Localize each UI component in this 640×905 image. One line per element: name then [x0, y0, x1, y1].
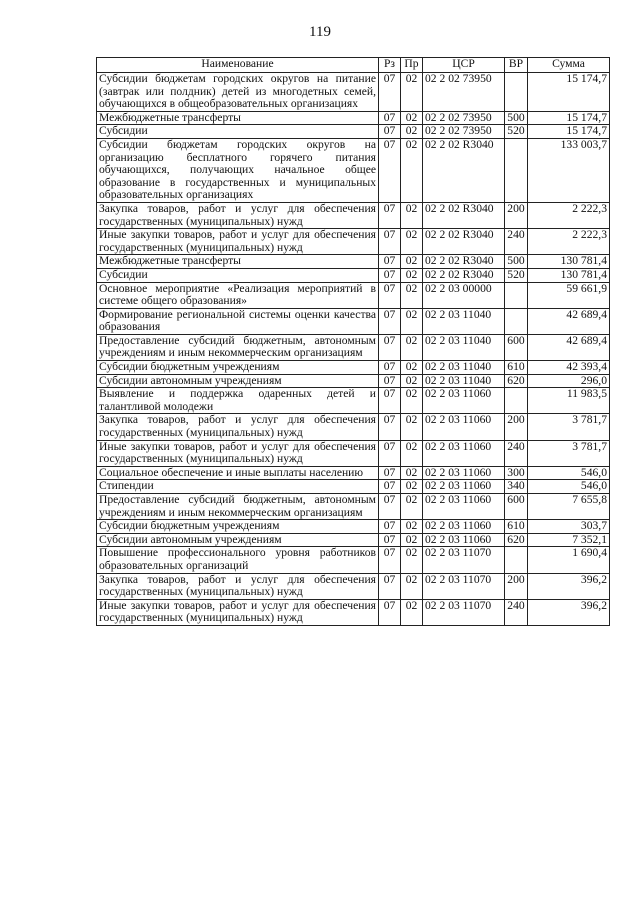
- cell-csr: 02 2 02 R3040: [423, 229, 505, 255]
- table-row: [97, 573, 610, 599]
- table-row: [97, 533, 610, 547]
- cell-rz: 07: [379, 374, 401, 388]
- cell-rz: 07: [379, 229, 401, 255]
- cell-vr: 340: [505, 480, 528, 494]
- cell-rz: 07: [379, 494, 401, 520]
- cell-sum: 130 781,4: [528, 255, 610, 269]
- cell-name: Социальное обеспечение и иные выплаты населению: [97, 466, 379, 480]
- cell-name: Иные закупки товаров, работ и услуг для обеспечения государственных (муниципальных) нужд: [97, 229, 379, 255]
- cell-name: Субсидии бюджетам городских округов на организацию бесплатного горячего питания обучающихся, получающих начальное общее образование в государственных и муниципальных образовательных организациях: [97, 138, 379, 202]
- cell-vr: [505, 308, 528, 334]
- cell-vr: 200: [505, 573, 528, 599]
- cell-csr: 02 2 02 73950: [423, 111, 505, 125]
- cell-csr: 02 2 03 11070: [423, 547, 505, 573]
- table-row: [97, 520, 610, 534]
- cell-csr: 02 2 03 00000: [423, 282, 505, 308]
- cell-vr: 620: [505, 533, 528, 547]
- cell-name: Субсидии бюджетным учреждениям: [97, 520, 379, 534]
- cell-csr: 02 2 02 R3040: [423, 255, 505, 269]
- cell-vr: [505, 138, 528, 202]
- cell-pr: 02: [401, 73, 423, 112]
- cell-pr: 02: [401, 388, 423, 414]
- cell-sum: 396,2: [528, 573, 610, 599]
- cell-rz: 07: [379, 520, 401, 534]
- cell-pr: 02: [401, 255, 423, 269]
- cell-csr: 02 2 03 11070: [423, 599, 505, 625]
- cell-vr: 200: [505, 202, 528, 228]
- cell-rz: 07: [379, 547, 401, 573]
- cell-rz: 07: [379, 268, 401, 282]
- cell-rz: 07: [379, 480, 401, 494]
- cell-name: Предоставление субсидий бюджетным, автономным учреждениям и иным некоммерческим организациям: [97, 334, 379, 360]
- cell-vr: 620: [505, 374, 528, 388]
- cell-pr: 02: [401, 202, 423, 228]
- table-row: [97, 414, 610, 440]
- cell-pr: 02: [401, 229, 423, 255]
- cell-sum: 2 222,3: [528, 202, 610, 228]
- header-rz: Рз: [379, 58, 401, 73]
- cell-rz: 07: [379, 533, 401, 547]
- cell-rz: 07: [379, 388, 401, 414]
- cell-rz: 07: [379, 255, 401, 269]
- cell-pr: 02: [401, 308, 423, 334]
- cell-rz: 07: [379, 466, 401, 480]
- cell-rz: 07: [379, 308, 401, 334]
- cell-pr: 02: [401, 573, 423, 599]
- cell-rz: 07: [379, 599, 401, 625]
- cell-pr: 02: [401, 547, 423, 573]
- cell-csr: 02 2 03 11060: [423, 480, 505, 494]
- cell-rz: 07: [379, 111, 401, 125]
- cell-vr: 610: [505, 520, 528, 534]
- table-row: [97, 308, 610, 334]
- cell-sum: 2 222,3: [528, 229, 610, 255]
- table-body: [97, 73, 610, 626]
- cell-sum: 7 655,8: [528, 494, 610, 520]
- cell-sum: 396,2: [528, 599, 610, 625]
- cell-sum: 3 781,7: [528, 440, 610, 466]
- cell-vr: [505, 547, 528, 573]
- cell-vr: [505, 282, 528, 308]
- cell-rz: 07: [379, 573, 401, 599]
- cell-rz: 07: [379, 202, 401, 228]
- header-name: Наименование: [97, 58, 379, 73]
- cell-name: Субсидии бюджетным учреждениям: [97, 361, 379, 375]
- table-row: [97, 268, 610, 282]
- cell-csr: 02 2 02 73950: [423, 73, 505, 112]
- cell-csr: 02 2 02 R3040: [423, 268, 505, 282]
- table-row: [97, 334, 610, 360]
- table-row: [97, 480, 610, 494]
- table-row: [97, 599, 610, 625]
- cell-name: Межбюджетные трансферты: [97, 255, 379, 269]
- cell-name: Закупка товаров, работ и услуг для обеспечения государственных (муниципальных) нужд: [97, 202, 379, 228]
- cell-csr: 02 2 03 11060: [423, 494, 505, 520]
- cell-vr: 200: [505, 414, 528, 440]
- cell-rz: 07: [379, 414, 401, 440]
- cell-csr: 02 2 03 11040: [423, 374, 505, 388]
- header-sum: Сумма: [528, 58, 610, 73]
- cell-sum: 546,0: [528, 466, 610, 480]
- cell-pr: 02: [401, 361, 423, 375]
- cell-rz: 07: [379, 282, 401, 308]
- cell-sum: 133 003,7: [528, 138, 610, 202]
- cell-rz: 07: [379, 73, 401, 112]
- cell-name: Выявление и поддержка одаренных детей и талантливой молодежи: [97, 388, 379, 414]
- table-row: [97, 466, 610, 480]
- cell-pr: 02: [401, 466, 423, 480]
- cell-csr: 02 2 03 11060: [423, 520, 505, 534]
- cell-pr: 02: [401, 480, 423, 494]
- cell-pr: 02: [401, 440, 423, 466]
- table-row: [97, 229, 610, 255]
- cell-rz: 07: [379, 334, 401, 360]
- cell-csr: 02 2 03 11060: [423, 466, 505, 480]
- cell-sum: 42 689,4: [528, 334, 610, 360]
- cell-name: Иные закупки товаров, работ и услуг для обеспечения государственных (муниципальных) нужд: [97, 599, 379, 625]
- cell-csr: 02 2 03 11040: [423, 361, 505, 375]
- cell-rz: 07: [379, 125, 401, 139]
- cell-name: Субсидии: [97, 125, 379, 139]
- cell-pr: 02: [401, 494, 423, 520]
- table-row: [97, 388, 610, 414]
- cell-pr: 02: [401, 282, 423, 308]
- cell-rz: 07: [379, 440, 401, 466]
- table-header-row: [97, 58, 610, 73]
- cell-csr: 02 2 02 73950: [423, 125, 505, 139]
- cell-csr: 02 2 03 11040: [423, 334, 505, 360]
- cell-pr: 02: [401, 533, 423, 547]
- cell-csr: 02 2 02 R3040: [423, 202, 505, 228]
- cell-pr: 02: [401, 334, 423, 360]
- table-row: [97, 255, 610, 269]
- table-row: [97, 282, 610, 308]
- cell-rz: 07: [379, 361, 401, 375]
- cell-pr: 02: [401, 125, 423, 139]
- cell-name: Формирование региональной системы оценки качества образования: [97, 308, 379, 334]
- header-vr: ВР: [505, 58, 528, 73]
- cell-pr: 02: [401, 520, 423, 534]
- cell-name: Межбюджетные трансферты: [97, 111, 379, 125]
- cell-sum: 15 174,7: [528, 73, 610, 112]
- cell-sum: 130 781,4: [528, 268, 610, 282]
- cell-pr: 02: [401, 599, 423, 625]
- cell-sum: 11 983,5: [528, 388, 610, 414]
- cell-vr: 600: [505, 494, 528, 520]
- table-row: [97, 494, 610, 520]
- table-row: [97, 440, 610, 466]
- table-row: [97, 138, 610, 202]
- cell-vr: 500: [505, 111, 528, 125]
- cell-sum: 3 781,7: [528, 414, 610, 440]
- cell-sum: 7 352,1: [528, 533, 610, 547]
- cell-sum: 1 690,4: [528, 547, 610, 573]
- cell-csr: 02 2 02 R3040: [423, 138, 505, 202]
- page-number: 119: [309, 24, 331, 40]
- cell-csr: 02 2 03 11060: [423, 388, 505, 414]
- cell-pr: 02: [401, 268, 423, 282]
- table-row: [97, 374, 610, 388]
- cell-csr: 02 2 03 11060: [423, 414, 505, 440]
- table-row: [97, 361, 610, 375]
- cell-sum: 59 661,9: [528, 282, 610, 308]
- cell-name: Предоставление субсидий бюджетным, автономным учреждениям и иным некоммерческим организациям: [97, 494, 379, 520]
- cell-name: Субсидии: [97, 268, 379, 282]
- cell-name: Субсидии автономным учреждениям: [97, 374, 379, 388]
- header-pr: Пр: [401, 58, 423, 73]
- table-row: [97, 73, 610, 112]
- cell-sum: 296,0: [528, 374, 610, 388]
- table-row: [97, 202, 610, 228]
- cell-sum: 546,0: [528, 480, 610, 494]
- cell-sum: 42 393,4: [528, 361, 610, 375]
- table-row: [97, 125, 610, 139]
- cell-name: Иные закупки товаров, работ и услуг для обеспечения государственных (муниципальных) нужд: [97, 440, 379, 466]
- cell-name: Стипендии: [97, 480, 379, 494]
- budget-table: [96, 57, 610, 626]
- cell-vr: [505, 388, 528, 414]
- cell-name: Субсидии автономным учреждениям: [97, 533, 379, 547]
- cell-vr: 600: [505, 334, 528, 360]
- cell-csr: 02 2 03 11060: [423, 533, 505, 547]
- cell-vr: 240: [505, 440, 528, 466]
- cell-pr: 02: [401, 111, 423, 125]
- cell-rz: 07: [379, 138, 401, 202]
- table-row: [97, 547, 610, 573]
- cell-csr: 02 2 03 11070: [423, 573, 505, 599]
- cell-vr: 240: [505, 599, 528, 625]
- cell-sum: 303,7: [528, 520, 610, 534]
- cell-vr: [505, 73, 528, 112]
- cell-sum: 15 174,7: [528, 125, 610, 139]
- cell-vr: 300: [505, 466, 528, 480]
- cell-name: Закупка товаров, работ и услуг для обеспечения государственных (муниципальных) нужд: [97, 573, 379, 599]
- cell-pr: 02: [401, 414, 423, 440]
- cell-name: Субсидии бюджетам городских округов на питание (завтрак или полдник) детей из многодетных семей, обучающихся в общеобразовательных организациях: [97, 73, 379, 112]
- cell-csr: 02 2 03 11040: [423, 308, 505, 334]
- table-row: [97, 111, 610, 125]
- cell-name: Закупка товаров, работ и услуг для обеспечения государственных (муниципальных) нужд: [97, 414, 379, 440]
- cell-vr: 520: [505, 125, 528, 139]
- cell-vr: 520: [505, 268, 528, 282]
- cell-csr: 02 2 03 11060: [423, 440, 505, 466]
- cell-vr: 240: [505, 229, 528, 255]
- cell-sum: 15 174,7: [528, 111, 610, 125]
- cell-name: Основное мероприятие «Реализация мероприятий в системе общего образования»: [97, 282, 379, 308]
- header-csr: ЦСР: [423, 58, 505, 73]
- cell-sum: 42 689,4: [528, 308, 610, 334]
- cell-pr: 02: [401, 138, 423, 202]
- cell-pr: 02: [401, 374, 423, 388]
- cell-vr: 500: [505, 255, 528, 269]
- cell-name: Повышение профессионального уровня работников образовательных организаций: [97, 547, 379, 573]
- cell-vr: 610: [505, 361, 528, 375]
